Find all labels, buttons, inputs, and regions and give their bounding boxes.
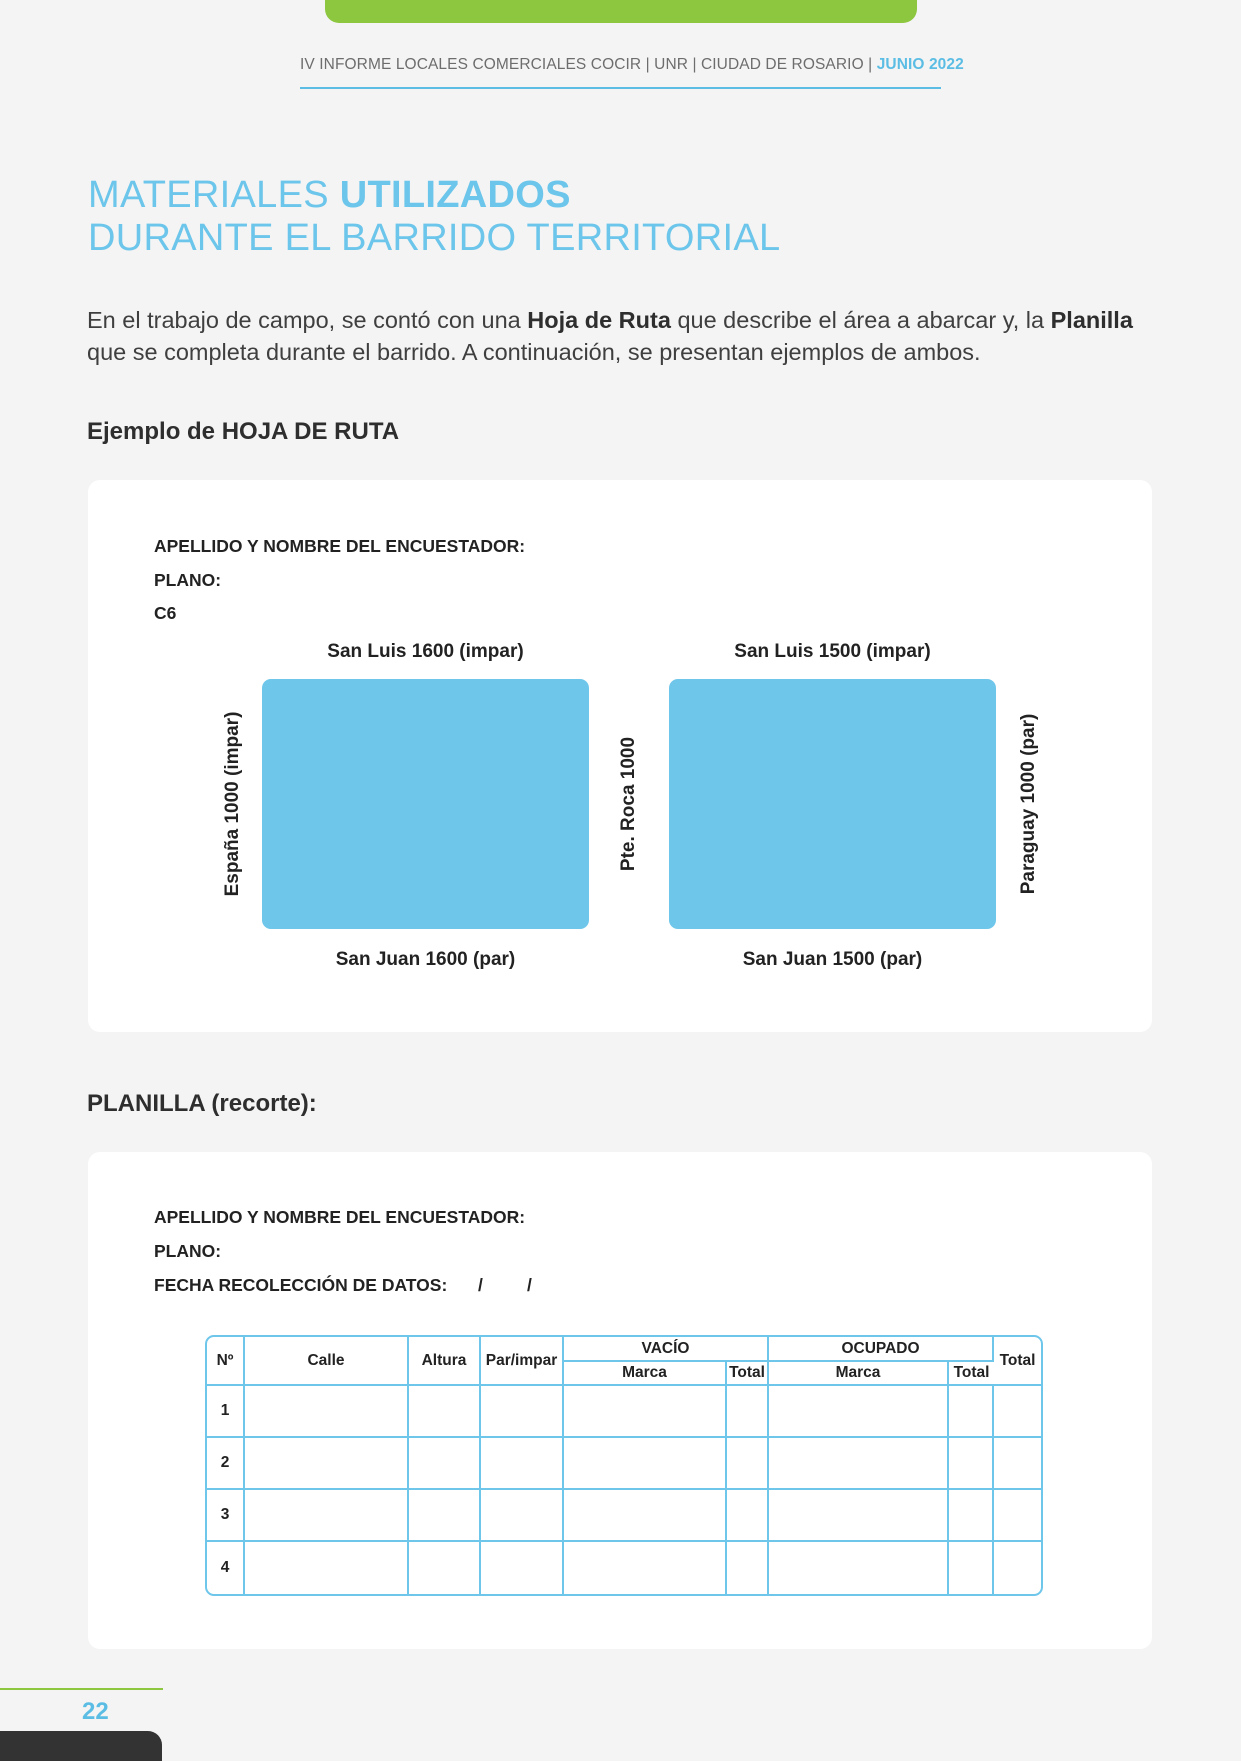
street-right-vertical: Paraguay 1000 (par) xyxy=(1018,713,1039,895)
col-header-altura: Altura xyxy=(409,1337,481,1386)
top-accent-bar xyxy=(325,0,917,23)
street-middle-vertical: Pte. Roca 1000 xyxy=(618,736,639,872)
running-header-title: IV INFORME LOCALES COMERCIALES COCIR | UNR | CIUDAD DE ROSARIO | xyxy=(300,56,873,73)
cell-altura[interactable] xyxy=(409,1438,481,1490)
cell-ocupado-marca[interactable] xyxy=(769,1490,949,1542)
table-row xyxy=(207,1542,1041,1594)
col-header-calle: Calle xyxy=(245,1337,409,1386)
street-left-vertical: España 1000 (impar) xyxy=(222,711,243,897)
cell-vacio-marca[interactable] xyxy=(564,1542,727,1594)
col-header-numero: Nº xyxy=(207,1337,245,1386)
intro-bold-hoja-de-ruta: Hoja de Ruta xyxy=(527,307,671,333)
table-header-row-1 xyxy=(207,1337,1041,1362)
col-header-ocupado-marca: Marca xyxy=(769,1362,949,1386)
col-header-vacio-marca: Marca xyxy=(564,1362,727,1386)
cell-calle[interactable] xyxy=(245,1386,409,1438)
cell-vacio-marca[interactable] xyxy=(564,1386,727,1438)
cell-par-impar[interactable] xyxy=(481,1386,564,1438)
table-row xyxy=(207,1438,1041,1490)
cell-altura[interactable] xyxy=(409,1490,481,1542)
cell-ocupado-marca[interactable] xyxy=(769,1438,949,1490)
date-slash-2: / xyxy=(527,1275,532,1295)
planilla-table xyxy=(205,1335,1043,1596)
cell-ocupado-total[interactable] xyxy=(949,1438,994,1490)
street-top-left: San Luis 1600 (impar) xyxy=(327,641,524,662)
planilla-heading: PLANILLA (recorte): xyxy=(87,1090,317,1117)
hoja-field-plano: PLANO: xyxy=(154,570,222,590)
cell-ocupado-marca[interactable] xyxy=(769,1386,949,1438)
col-header-total: Total xyxy=(994,1337,1041,1386)
col-header-vacio-total: Total xyxy=(727,1362,769,1386)
planilla-field-fecha: FECHA RECOLECCIÓN DE DATOS: xyxy=(154,1275,448,1295)
row-number: 1 xyxy=(207,1386,245,1438)
cell-ocupado-total[interactable] xyxy=(949,1490,994,1542)
cell-vacio-total[interactable] xyxy=(727,1542,769,1594)
cell-par-impar[interactable] xyxy=(481,1438,564,1490)
title-line-2: DURANTE EL BARRIDO TERRITORIAL xyxy=(88,217,781,259)
table-row xyxy=(207,1386,1041,1438)
city-block-left xyxy=(262,679,589,929)
page-number: 22 xyxy=(82,1698,109,1725)
cell-total[interactable] xyxy=(994,1438,1041,1490)
street-bottom-left: San Juan 1600 (par) xyxy=(335,949,516,970)
cell-calle[interactable] xyxy=(245,1542,409,1594)
cell-total[interactable] xyxy=(994,1386,1041,1438)
col-header-par-impar: Par/impar xyxy=(481,1337,564,1386)
title-light-word: MATERIALES xyxy=(88,174,329,216)
hoja-plano-code: C6 xyxy=(154,603,177,623)
planilla-field-plano: PLANO: xyxy=(154,1241,222,1261)
cell-vacio-total[interactable] xyxy=(727,1490,769,1542)
col-header-vacio: VACÍO xyxy=(564,1337,769,1362)
running-header xyxy=(300,56,964,74)
intro-paragraph xyxy=(87,304,1157,368)
page-title xyxy=(88,174,780,260)
cell-total[interactable] xyxy=(994,1542,1041,1594)
intro-text-2: que describe el área a abarcar y, la xyxy=(677,307,1045,333)
running-header-date: JUNIO 2022 xyxy=(876,56,964,73)
cell-ocupado-total[interactable] xyxy=(949,1386,994,1438)
cell-par-impar[interactable] xyxy=(481,1490,564,1542)
title-line-1 xyxy=(88,174,780,217)
intro-bold-planilla: Planilla xyxy=(1050,307,1133,333)
footer-tab xyxy=(0,1731,162,1761)
cell-altura[interactable] xyxy=(409,1386,481,1438)
intro-text-1: En el trabajo de campo, se contó con una xyxy=(87,307,521,333)
hoja-field-encuestador: APELLIDO Y NOMBRE DEL ENCUESTADOR: xyxy=(154,536,526,556)
row-number: 2 xyxy=(207,1438,245,1490)
cell-altura[interactable] xyxy=(409,1542,481,1594)
street-top-right: San Luis 1500 (impar) xyxy=(734,641,931,662)
cell-calle[interactable] xyxy=(245,1490,409,1542)
row-number: 4 xyxy=(207,1542,245,1594)
cell-vacio-total[interactable] xyxy=(727,1438,769,1490)
header-rule xyxy=(300,87,941,89)
cell-par-impar[interactable] xyxy=(481,1542,564,1594)
row-number: 3 xyxy=(207,1490,245,1542)
cell-vacio-marca[interactable] xyxy=(564,1438,727,1490)
cell-total[interactable] xyxy=(994,1490,1041,1542)
col-header-ocupado-total: Total xyxy=(949,1362,994,1386)
col-header-ocupado: OCUPADO xyxy=(769,1337,994,1362)
city-block-right xyxy=(669,679,996,929)
cell-ocupado-total[interactable] xyxy=(949,1542,994,1594)
date-slash-1: / xyxy=(478,1275,483,1295)
title-bold-word: UTILIZADOS xyxy=(339,174,571,216)
cell-vacio-marca[interactable] xyxy=(564,1490,727,1542)
footer-rule xyxy=(0,1688,163,1690)
intro-text-3: que se completa durante el barrido. A continuación, se presentan ejemplos de ambos. xyxy=(87,339,981,365)
hoja-de-ruta-heading: Ejemplo de HOJA DE RUTA xyxy=(87,418,400,445)
cell-vacio-total[interactable] xyxy=(727,1386,769,1438)
cell-ocupado-marca[interactable] xyxy=(769,1542,949,1594)
street-bottom-right: San Juan 1500 (par) xyxy=(742,949,923,970)
table-row xyxy=(207,1490,1041,1542)
planilla-field-encuestador: APELLIDO Y NOMBRE DEL ENCUESTADOR: xyxy=(154,1207,526,1227)
cell-calle[interactable] xyxy=(245,1438,409,1490)
